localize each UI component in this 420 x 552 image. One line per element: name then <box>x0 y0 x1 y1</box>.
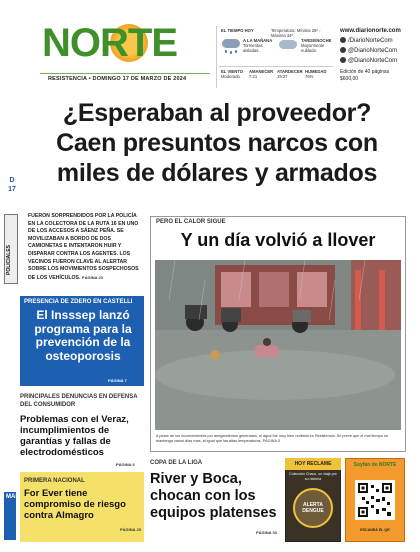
yellow-story-title: For Ever tiene compromiso de riesgo contra Almagro <box>24 488 126 521</box>
sports-story-kicker: COPA DE LA LIGA <box>150 460 203 466</box>
dengue-alert-badge <box>293 488 333 528</box>
story-narcos-body[interactable] <box>28 213 144 282</box>
twitter-link[interactable] <box>340 56 418 66</box>
storm-cloud-icon <box>222 39 240 48</box>
yellow-story-kicker: PRIMERA NACIONAL <box>24 478 85 484</box>
edition-pages: Edición de 40 páginas <box>340 69 390 75</box>
sunrise-value: 7:21 <box>249 74 258 79</box>
photo-story-title[interactable]: Y un día volvió a llover <box>180 230 376 250</box>
dengue-ad-header: HOY RECLAME <box>285 458 341 470</box>
weather-box <box>216 26 334 88</box>
weather-divider <box>219 66 333 67</box>
instagram-link[interactable] <box>340 46 418 56</box>
headline-line-1: ¿Esperaban al proveedor? <box>62 99 372 127</box>
month-strip <box>4 492 20 540</box>
consumer-story-title[interactable]: Problemas con el Veraz, incumplimientos de garantías y fallas de electrodomésticos <box>20 414 129 458</box>
wind-label: EL VIENTO <box>221 69 243 74</box>
blue-story-kicker: PRESENCIA DE ZDERO EN CASTELLI <box>24 299 133 305</box>
rain-drop-icon <box>235 50 237 53</box>
page-reference: PÁGINA 23 <box>81 274 103 280</box>
rain-drop-icon <box>230 51 232 54</box>
wind-value: Moderado <box>221 74 240 79</box>
page-reference: PÁGINA 7 <box>108 378 127 383</box>
date-badge-day: 17 <box>8 186 16 193</box>
sports-story-title[interactable]: River y Boca, chocan con los equipos platenses <box>150 471 277 521</box>
dengue-ad-subtitle: Colección Chaco, un viaje por su historia <box>289 472 337 481</box>
qr-ad-title: Soyfan de NORTE <box>353 462 397 468</box>
blue-story-title: El Insssep lanzó programa para la prevención de la osteoporosis <box>34 308 132 363</box>
section-strip-label: POLICIALES <box>6 244 12 275</box>
sunset-label: ATARDECER <box>277 69 303 74</box>
page-reference: PÁGINA 25 <box>120 527 141 532</box>
sunset-value: 19:27 <box>277 74 288 79</box>
weather-title: EL TIEMPO HOY <box>221 28 254 33</box>
morning-label: A LA MAÑANA <box>243 38 273 43</box>
afternoon-desc: Mayormente nublado. <box>301 43 325 53</box>
website-link[interactable]: www.diarionorte.com <box>340 28 401 34</box>
facebook-link[interactable] <box>340 36 418 46</box>
afternoon-label: TARDE/NOCHE <box>301 38 332 43</box>
masthead-rule <box>40 73 210 74</box>
date-badge-letter: D <box>9 177 15 184</box>
headline-line-2: Caen presuntos narcos con <box>56 129 378 157</box>
section-strip <box>4 214 18 284</box>
instagram-handle: @DiarioNorteCom <box>348 48 398 54</box>
contact-info <box>340 26 418 83</box>
page-reference: PÁGINA 33 <box>256 530 277 535</box>
photo-caption: A pesar de los inconvenientes por anegamientos generados, el agua fue muy bien recibida en Resistencia. Se prevé que el mal tiempo se mantenga varios días más, al igual que las altas temperaturas. PÁGINA 3 <box>156 434 388 443</box>
sunrise-label: AMANECER <box>249 69 274 74</box>
qr-ad-footer: ESCANEÁ EL QR <box>360 528 390 532</box>
humidity-value: 76% <box>305 74 314 79</box>
twitter-handle: @DiarioNorteCom <box>348 58 398 64</box>
edition-price: $600,00 <box>340 76 359 82</box>
rain-drop-icon <box>225 50 227 53</box>
logo[interactable] <box>42 20 178 66</box>
facebook-handle: /DiarioNorteCom <box>348 38 393 44</box>
consumer-story-kicker: PRINCIPALES DENUNCIAS EN DEFENSA DEL CONSUMIDOR <box>20 394 138 408</box>
month-strip-label: MAR <box>6 494 20 500</box>
edition-date: RESISTENCIA • DOMINGO 17 DE MARZO DE 2024 <box>48 76 187 82</box>
dengue-alert-text: ALERTA DENGUE <box>302 502 324 514</box>
qr-code-icon[interactable] <box>355 480 395 520</box>
logo-text: NORTE <box>42 21 177 65</box>
rain-photo-illustration <box>155 260 401 430</box>
main-headline[interactable] <box>22 98 412 188</box>
qr-code-graphic <box>358 483 392 517</box>
facebook-icon <box>340 37 346 43</box>
rain-street-photo[interactable] <box>155 260 401 430</box>
instagram-icon <box>340 47 346 53</box>
story-narcos-text: FUERON SORPRENDIDOS POR LA POLICÍA EN LA COLECTORA DE LA RUTA 16 EN UNO DE LOS ACCESOS A SÁENZ PEÑA. SE MOVILIZABAN A BORDO DE DOS CAMIONETAS E INTENTARON HUIR Y DISPARAR CONTRA LOS AGENTES. LOS VECINOS FUERON CLAVE AL ALERTAR SOBRE LOS MOVIMIENTOS SOSPECHOSOS DE LOS VEHÍCULOS. <box>28 213 139 281</box>
cloudy-icon <box>279 40 297 49</box>
twitter-icon <box>340 57 346 63</box>
weather-temperature: Temperatura: Mínima 25º - Máxima 34º <box>271 28 321 38</box>
humidity-label: HUMEDAD <box>305 69 327 74</box>
headline-line-3: miles de dólares y armados <box>56 159 378 187</box>
photo-story-kicker: PERO EL CALOR SIGUE <box>156 219 226 225</box>
morning-desc: Tormentas aisladas. <box>243 43 263 53</box>
date-badge <box>4 176 20 194</box>
page-reference: PÁGINA 6 <box>116 462 135 467</box>
